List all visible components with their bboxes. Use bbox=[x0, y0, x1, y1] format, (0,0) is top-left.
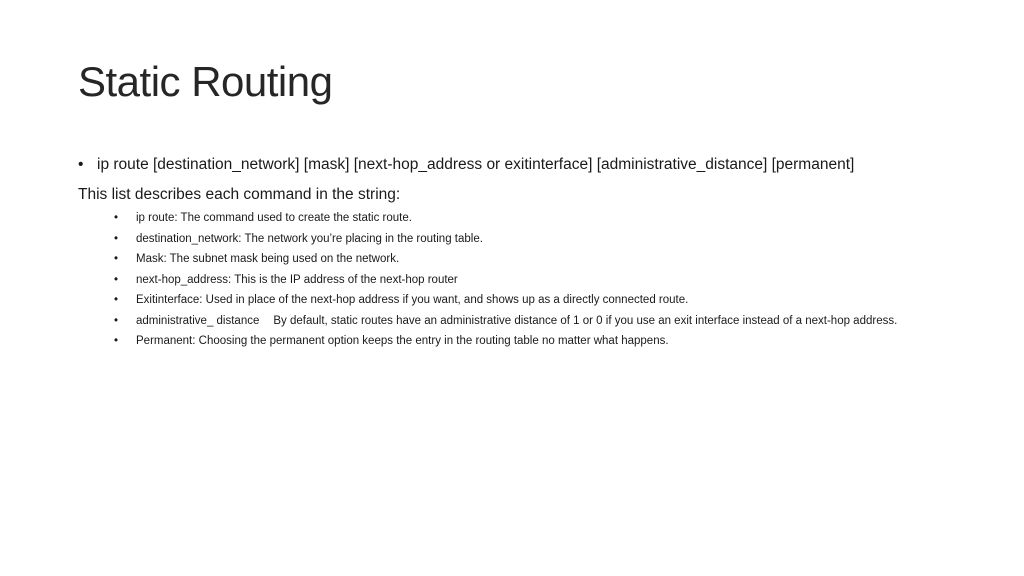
bullet-icon: • bbox=[114, 273, 119, 286]
syntax-bullet-item bbox=[78, 156, 854, 174]
list-item bbox=[114, 334, 954, 349]
list-item-text: ip route: The command used to create the static route. bbox=[136, 212, 412, 224]
bullet-icon: • bbox=[114, 232, 119, 245]
command-description-list bbox=[114, 211, 954, 355]
list-item bbox=[114, 273, 954, 288]
list-item bbox=[114, 232, 954, 247]
bullet-icon: • bbox=[114, 212, 119, 224]
list-item bbox=[114, 314, 954, 329]
intro-text: This list describes each command in the string: bbox=[78, 186, 401, 203]
bullet-icon: • bbox=[114, 294, 119, 306]
list-item-term: administrative_ distance bbox=[136, 314, 260, 327]
list-item bbox=[114, 211, 954, 226]
list-item-text: Mask: The subnet mask being used on the network. bbox=[136, 253, 400, 265]
list-item bbox=[114, 293, 954, 308]
list-item-text: Permanent: Choosing the permanent option keeps the entry in the routing table no matter what happens. bbox=[136, 335, 669, 347]
list-item-text: destination_network: The network you’re placing in the routing table. bbox=[136, 232, 483, 245]
bullet-icon: • bbox=[114, 314, 119, 327]
list-item bbox=[114, 252, 954, 267]
bullet-icon: • bbox=[78, 156, 84, 173]
list-item-text: By default, static routes have an administrative distance of 1 or 0 if you use an exit interface instead of a next-hop address. bbox=[273, 314, 898, 327]
slide-title: Static Routing bbox=[78, 58, 333, 105]
bullet-icon: • bbox=[114, 253, 119, 265]
syntax-text: ip route [destination_network] [mask] [next-hop_address or exitinterface] [administrative_distance] [permanent] bbox=[97, 156, 855, 173]
bullet-icon: • bbox=[114, 335, 119, 347]
list-item-text: Exitinterface: Used in place of the next-hop address if you want, and shows up as a directly connected route. bbox=[136, 294, 689, 306]
list-item-text: next-hop_address: This is the IP address of the next-hop router bbox=[136, 273, 458, 286]
